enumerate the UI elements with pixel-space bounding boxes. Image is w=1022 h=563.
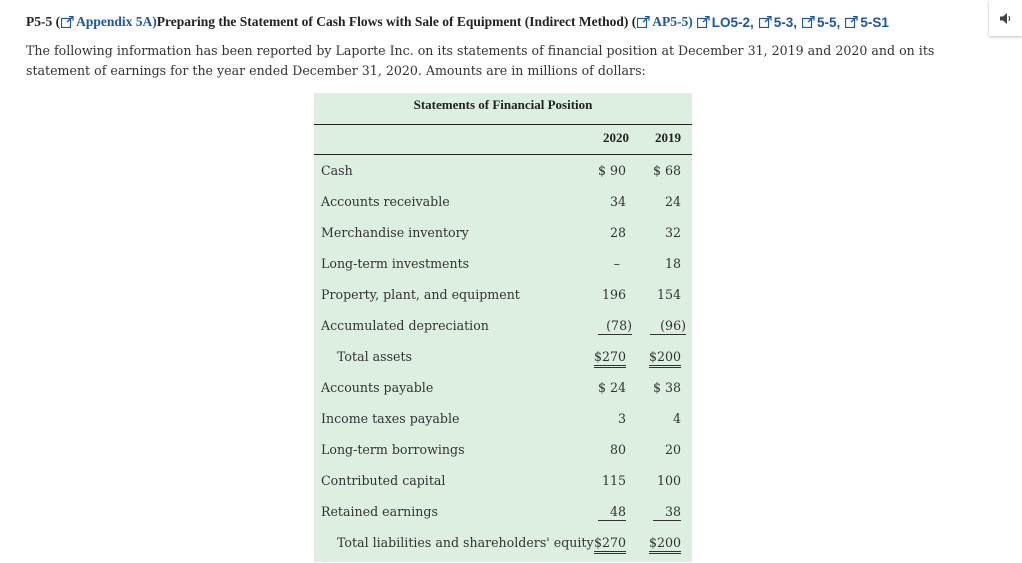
value-2019: 4 bbox=[672, 411, 681, 426]
value-2020: $ 24 bbox=[597, 380, 626, 395]
column-header-2020: 2020 bbox=[603, 130, 629, 145]
ap-reference-link[interactable]: AP5-5) bbox=[652, 14, 693, 29]
lo-link-5-2[interactable]: LO5-2, bbox=[711, 14, 754, 30]
problem-header bbox=[26, 11, 986, 33]
row-label: Contributed capital bbox=[321, 473, 446, 488]
value-2019: 100 bbox=[656, 473, 681, 488]
row-label: Long-term investments bbox=[321, 256, 470, 271]
row-label: Cash bbox=[321, 163, 353, 178]
external-link-icon[interactable] bbox=[802, 16, 815, 28]
value-2019: 154 bbox=[656, 287, 681, 302]
lo-link-5-3[interactable]: 5-3, bbox=[773, 14, 798, 30]
table-row bbox=[314, 404, 692, 435]
value-2020: $270 bbox=[584, 349, 626, 364]
value-2020: $270 bbox=[584, 535, 626, 550]
row-label: Long-term borrowings bbox=[321, 442, 465, 457]
financial-position-table bbox=[314, 93, 692, 562]
row-label: Retained earnings bbox=[321, 504, 438, 519]
external-link-icon[interactable] bbox=[61, 16, 74, 28]
value-2020: 115 bbox=[601, 473, 626, 488]
table-row bbox=[314, 373, 692, 404]
row-label: Property, plant, and equipment bbox=[321, 287, 520, 302]
table-row bbox=[314, 435, 692, 466]
table-row bbox=[314, 249, 692, 280]
row-label: Total assets bbox=[337, 349, 413, 364]
value-2019: 20 bbox=[664, 442, 681, 457]
table-row bbox=[314, 311, 692, 342]
external-link-icon[interactable] bbox=[637, 16, 650, 28]
row-label: Accounts payable bbox=[321, 380, 434, 395]
value-2019: 24 bbox=[664, 194, 681, 209]
value-2019: 18 bbox=[664, 256, 681, 271]
table-row bbox=[314, 528, 692, 559]
value-2019: $200 bbox=[639, 349, 681, 364]
table-row bbox=[314, 342, 692, 373]
value-2019: $200 bbox=[639, 535, 681, 550]
value-2020: 34 bbox=[609, 194, 626, 209]
divider bbox=[314, 154, 692, 155]
appendix-link[interactable]: Appendix 5A) bbox=[76, 14, 157, 29]
speaker-icon bbox=[999, 12, 1012, 25]
lo-link-5-s1[interactable]: 5-S1 bbox=[860, 14, 889, 30]
value-2020: 80 bbox=[609, 442, 626, 457]
table-row bbox=[314, 497, 692, 528]
intro-paragraph: The following information has been reported by Laporte Inc. on its statements of financial position at December 31, 2019 and 2020 and on its statement of earnings for the year ended December 31, 2020. Amounts are in millions of dollars: bbox=[26, 43, 935, 78]
table-row bbox=[314, 156, 692, 187]
table-title: Statements of Financial Position bbox=[413, 97, 593, 112]
value-2020: 3 bbox=[617, 411, 626, 426]
column-header-2019: 2019 bbox=[655, 130, 681, 145]
table-row bbox=[314, 280, 692, 311]
external-link-icon[interactable] bbox=[845, 16, 858, 28]
lo-link-5-5[interactable]: 5-5, bbox=[817, 14, 841, 30]
value-2020: (78) bbox=[584, 318, 632, 333]
row-label: Merchandise inventory bbox=[321, 225, 469, 240]
value-2019: $ 68 bbox=[652, 163, 681, 178]
table-row bbox=[314, 466, 692, 497]
problem-title: Preparing the Statement of Cash Flows with Sale of Equipment (Indirect Method) ( bbox=[156, 14, 637, 29]
table-row bbox=[314, 218, 692, 249]
row-label: Accounts receivable bbox=[321, 194, 450, 209]
external-link-icon[interactable] bbox=[697, 16, 710, 28]
value-2019: (96) bbox=[639, 318, 686, 333]
value-2020: 196 bbox=[601, 287, 626, 302]
table-row bbox=[314, 187, 692, 218]
row-label: Accumulated depreciation bbox=[321, 318, 489, 333]
row-label: Income taxes payable bbox=[321, 411, 460, 426]
row-label: Total liabilities and shareholders' equity bbox=[337, 535, 594, 550]
value-2019: 38 bbox=[639, 504, 681, 519]
divider bbox=[314, 124, 692, 125]
value-2020: – bbox=[613, 256, 620, 271]
value-2019: 32 bbox=[664, 225, 681, 240]
value-2020: 28 bbox=[609, 225, 626, 240]
value-2020: 48 bbox=[584, 504, 626, 519]
external-link-icon[interactable] bbox=[759, 16, 772, 28]
value-2019: $ 38 bbox=[652, 380, 681, 395]
problem-number: P5-5 ( bbox=[26, 14, 61, 29]
read-aloud-button[interactable] bbox=[989, 0, 1022, 36]
value-2020: $ 90 bbox=[597, 163, 626, 178]
